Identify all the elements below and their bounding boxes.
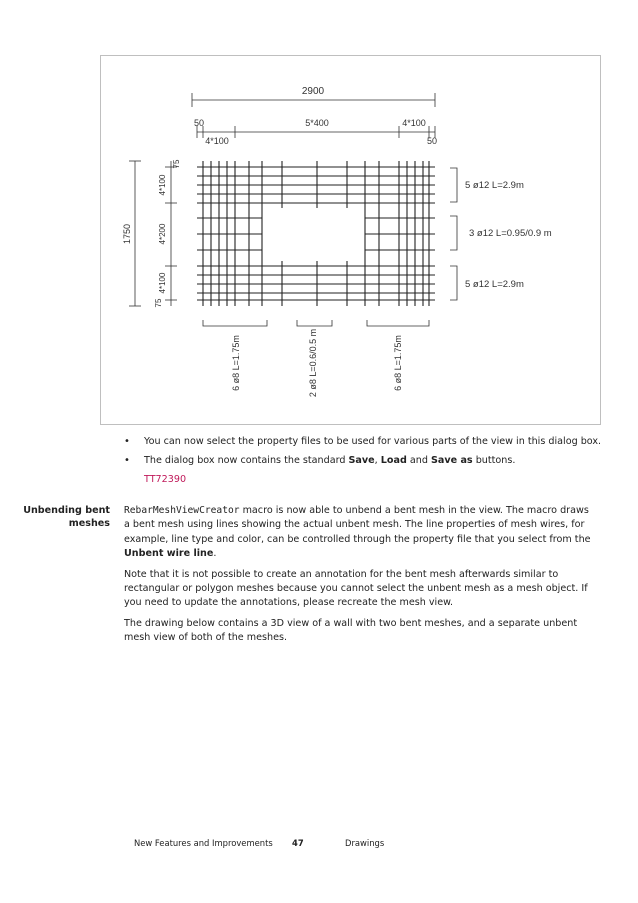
dim-v-mid: 4*200 xyxy=(158,223,167,245)
dim-right-spacing: 4*100 xyxy=(402,118,426,128)
dim-left-spacing: 4*100 xyxy=(205,136,229,146)
unbent-wire-line-term: Unbent wire line xyxy=(124,548,214,560)
save-term: Save xyxy=(348,455,375,466)
label-right-bottom: 5 ø12 L=2.9m xyxy=(465,279,524,290)
dim-middle-spacing: 5*400 xyxy=(305,118,329,128)
load-term: Load xyxy=(380,455,407,466)
label-bottom-left: 6 ø8 L=1.75m xyxy=(231,335,241,391)
paragraph-2: Note that it is not possible to create an annotation for the bent mesh afterwards similar to rectangular or polygon meshes because you cannot select the unbent mesh as a mesh object. If you need to update the annotations, please recreate the mesh view. xyxy=(124,568,588,609)
separator-text: , xyxy=(374,455,381,466)
dim-height: 1750 xyxy=(122,223,132,245)
section-heading-line-1: Unbending bent xyxy=(23,505,110,516)
label-bottom-mid: 2 ø8 L=0.6/0.5 m xyxy=(308,328,318,398)
footer-chapter: Drawings xyxy=(345,838,385,848)
macro-name: RebarMeshViewCreator xyxy=(124,505,240,516)
paragraph-1-end: . xyxy=(213,548,217,560)
bullet-list xyxy=(122,435,602,473)
dim-left-edge: 50 xyxy=(193,118,205,128)
label-right-top: 5 ø12 L=2.9m xyxy=(465,180,524,191)
paragraph-1 xyxy=(124,504,596,562)
dim-v-bottom-edge: 75 xyxy=(154,298,163,308)
section-body xyxy=(124,504,596,652)
footer-title: New Features and Improvements xyxy=(134,838,273,848)
label-bottom-right: 6 ø8 L=1.75m xyxy=(393,335,403,391)
dim-v-top: 4*100 xyxy=(158,174,167,196)
bullet-icon: • xyxy=(124,436,130,447)
dim-total: 2900 xyxy=(301,86,325,97)
bullet-text-1: You can now select the property files to be used for various parts of the view in this dialog box. xyxy=(144,436,602,447)
mesh-drawing xyxy=(117,68,581,416)
dim-v-top-edge: 75 xyxy=(172,159,181,169)
paragraph-1-text: macro is now able to unbend a bent mesh in the view. The macro draws a bent mesh using lines showing the actual unbent mesh. The line properties of mesh wires, for example, line type and color, can be controlled through the property file that you select from the xyxy=(124,505,591,545)
dim-v-bottom: 4*100 xyxy=(158,272,167,294)
ticket-id: TT72390 xyxy=(144,474,187,485)
separator-text: and xyxy=(406,455,431,466)
bullet-end-text: buttons. xyxy=(472,455,516,466)
bullet-icon: • xyxy=(124,455,130,466)
dim-right-edge: 50 xyxy=(426,136,438,146)
section-heading-line-2: meshes xyxy=(68,518,110,529)
section-heading xyxy=(10,504,110,530)
bullet-text-2: The dialog box now contains the standard xyxy=(144,455,349,466)
save-as-term: Save as xyxy=(430,455,473,466)
list-item xyxy=(122,454,602,467)
page-number: 47 xyxy=(292,838,304,848)
paragraph-3: The drawing below contains a 3D view of a wall with two bent meshes, and a separate unbent mesh view of both of the meshes. xyxy=(124,617,578,644)
label-right-mid: 3 ø12 L=0.95/0.9 m xyxy=(469,228,552,239)
list-item xyxy=(122,435,602,448)
